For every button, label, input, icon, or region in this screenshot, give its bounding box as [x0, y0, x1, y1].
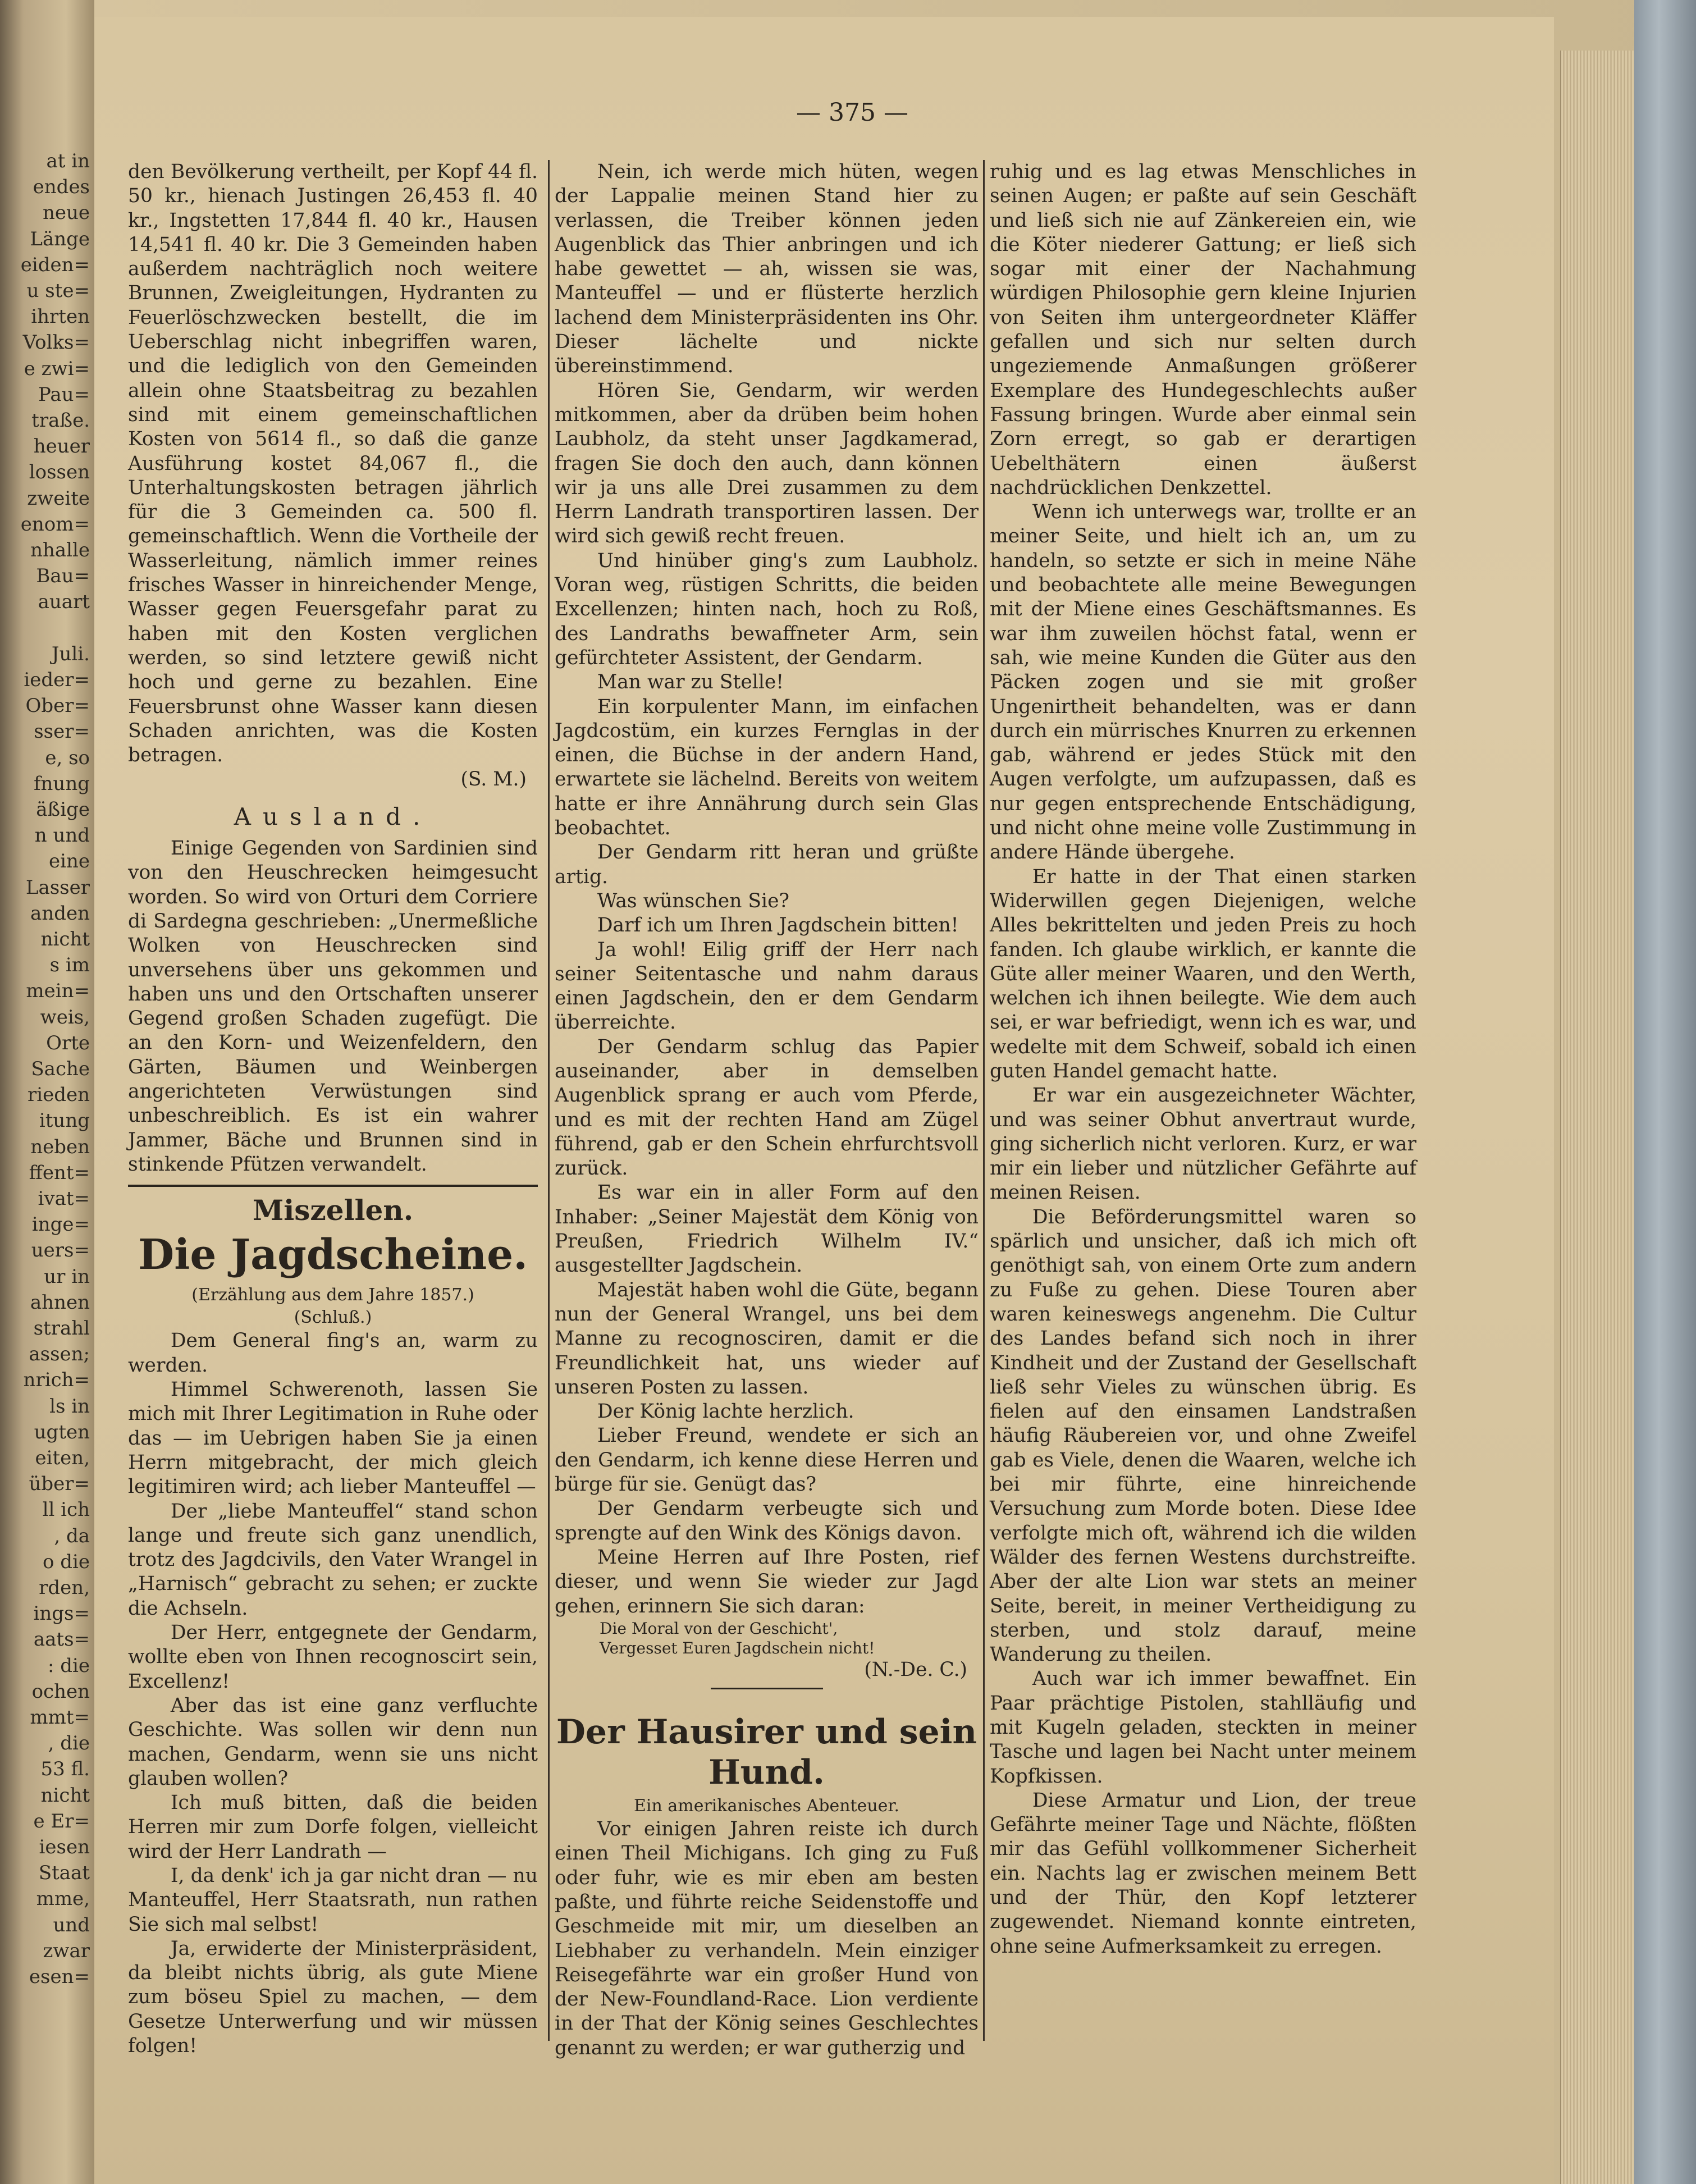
column-rule-1 [548, 160, 550, 2041]
story-paragraph: Der „liebe Manteuffel“ stand schon lange und freute sich ganz unendlich, trotz des Jagdcivils, den Vater Wrangel in „Harnisch“ gebracht zu sehen; er zuckte die Achseln. [128, 1500, 538, 1620]
previous-page-text-fragment: Volks= [22, 331, 90, 354]
article-signature: (S. M.) [460, 768, 527, 791]
previous-page-text-fragment: ahnen [30, 1291, 90, 1314]
previous-page-text-fragment: itung [39, 1109, 90, 1132]
poem-line: Vergesset Euren Jagdschein nicht! [600, 1638, 875, 1657]
story-paragraph: Was wünschen Sie? [597, 889, 789, 912]
previous-page-text-fragment: aats= [33, 1628, 90, 1651]
previous-page-text-fragment: ur in [44, 1265, 90, 1288]
article-signature: (N.-De. C.) [864, 1658, 967, 1681]
story-subtitle: (Erzählung aus dem Jahre 1857.) [191, 1285, 474, 1305]
story-paragraph: Ein korpulenter Mann, im einfachen Jagdcostüm, ein kurzes Fernglas in der einen, die Büchse in der andern Hand, erwartete sie lächelnd. Bereits von weitem hatte er ihre Annährung durch sein Glas beobachtet. [555, 695, 979, 840]
previous-page-text-fragment: über= [29, 1473, 90, 1496]
previous-page-text-fragment: neben [30, 1135, 90, 1158]
previous-page-text-fragment: ihrten [31, 305, 90, 328]
previous-page-text-fragment: , die [48, 1732, 90, 1755]
previous-page-text-fragment: ings= [33, 1602, 90, 1625]
story-paragraph: Der Herr, entgegnete der Gendarm, wollte eben von Ihnen recognoscirt sein, Excellenz! [128, 1621, 538, 1693]
previous-page-text-fragment: Pau= [38, 383, 90, 406]
previous-page-text-fragment: weis, [40, 1006, 90, 1029]
story-paragraph: Darf ich um Ihren Jagdschein bitten! [597, 914, 959, 937]
story-paragraph: Ich muß bitten, daß die beiden Herren mir zum Dorfe folgen, vielleicht wird der Herr Landrath — [128, 1792, 538, 1863]
previous-page-text-fragment: s im [49, 954, 90, 977]
story-paragraph: Er hatte in der That einen starken Widerwillen gegen Diejenigen, welche Alles bekrittelten und jeden Preis zu hoch fanden. Ich glaube wirklich, er kannte die Güte aller meiner Waaren, und den Werth, welchen ich ihnen beilegte. Wie dem auch sei, er war befriedigt, wenn ich es war, und wedelte mit dem Schweif, sobald ich einen guten Handel gemacht hatte. [990, 865, 1416, 1082]
story2-title: Der Hausirer und sein Hund. [556, 1712, 977, 1793]
previous-page-text-fragment: äßige [36, 798, 90, 821]
previous-page-text-fragment: strahl [33, 1317, 90, 1340]
story-paragraph: Hören Sie, Gendarm, wir werden mitkommen, aber da drüben beim hohen Laubholz, da steht unser Jagdkamerad, fragen Sie doch den auch, dann können wir ja uns alle Drei zusammen zu dem Herrn Landrath transportiren lassen. Der wird sich gewiß recht freuen. [555, 379, 979, 548]
story-paragraph: Der Gendarm verbeugte sich und sprengte auf den Wink des Königs davon. [555, 1497, 979, 1545]
story-title: Die Jagdscheine. [138, 1231, 528, 1280]
story-paragraph: Diese Armatur und Lion, der treue Gefährte meiner Tage und Nächte, flößten mir das Gefühl vollkommener Sicherheit ein. Nachts lag er zwischen meinem Bett und der Thür, den Kopf letzterer zugewendet. Niemand konnte eintreten, ohne seine Aufmerksamkeit zu erregen. [990, 1789, 1416, 1958]
story-paragraph: Vor einigen Jahren reiste ich durch einen Theil Michigans. Ich ging zu Fuß oder fuhr, wie es mir eben am besten paßte, und führte reiche Seidenstoffe und Geschmeide mit mir, um dieselben an Liebhaber zu verhandeln. Mein einziger Reisegefährte war ein großer Hund von der New-Foundland-Race. Lion verdiente in der That der König seines Geschlechtes genannt zu werden; er war gutherzig und [555, 1818, 979, 2059]
previous-page-text-fragment: ls in [49, 1395, 90, 1418]
previous-page-text-fragment: Länge [30, 227, 90, 250]
previous-page-text-fragment: Lasser [25, 876, 90, 899]
story-paragraph: Majestät haben wohl die Güte, begann nun der General Wrangel, uns bei dem Manne zu recognosciren, damit er die Freundlichkeit hat, uns wieder auf unseren Posten zu lassen. [555, 1278, 979, 1399]
story-paragraph: Aber das ist eine ganz verfluchte Geschichte. Was sollen wir denn nun machen, Gendarm, wenn sie uns nicht glauben wollen? [128, 1694, 538, 1790]
previous-page-text-fragment: endes [33, 176, 90, 199]
previous-page-text-fragment: Ober= [25, 695, 90, 718]
previous-page-text-fragment: enom= [20, 513, 90, 536]
story-paragraph: Er war ein ausgezeichneter Wächter, und was seiner Obhut anvertraut wurde, ging sicherlich nicht verloren. Kurz, er war mir ein lieber und nützlicher Gefährte auf meinen Reisen. [990, 1084, 1416, 1204]
previous-page-text-fragment: sser= [34, 720, 90, 743]
page-stack-edge [1560, 51, 1634, 2184]
previous-page-text-fragment: : die [47, 1654, 90, 1677]
previous-page-text-fragment: nrich= [23, 1369, 90, 1392]
previous-page-text-fragment: e, so [45, 746, 90, 769]
book-cover-edge [1634, 0, 1696, 2184]
story-paragraph: Nein, ich werde mich hüten, wegen der Lappalie meinen Stand hier zu verlassen, die Treiber können jeden Augenblick das Thier anbringen und ich habe gewettet — ah, wissen sie was, Manteuffel — und er flüsterte herzlich lachend dem Ministerpräsidenten ins Ohr. Dieser lächelte und nickte übereinstimmend. [555, 161, 979, 378]
story-paragraph: Die Beförderungsmittel waren so spärlich und unsicher, daß ich mich oft genöthigt sah, von einem Orte zum andern zu Fuße zu gehen. Diese Touren aber waren keineswegs angenehm. Die Cultur des Landes befand sich noch in ihrer Kindheit und der Zustand der Gesellschaft ließ sehr Vieles zu wünschen übrig. Es fielen auf den einsamen Landstraßen häufig Räubereien vor, und ohne Zweifel gab es Viele, denen die Waaren, welche ich bei mir führte, eine hinreichende Versuchung zum Morde boten. Diese Idee verfolgte mich oft, während ich die wilden Wälder des fernen Westens durchstreifte. Aber der alte Lion war stets an meiner Seite, bereit, in meiner Vertheidigung zu sterben, und stolz darauf, meine Wanderung zu theilen. [990, 1205, 1416, 1666]
previous-page-text-fragment: o die [42, 1550, 90, 1573]
previous-page-text-fragment: assen; [29, 1343, 90, 1366]
previous-page-text-fragment: Orte [46, 1031, 90, 1054]
newspaper-page [94, 17, 1554, 2184]
story-paragraph: Wenn ich unterwegs war, trollte er an meiner Seite, und hielt ich an, um zu handeln, so setzte er sich in meine Nähe und beobachtete alle meine Bewegungen mit der Miene eines Geschäftsmannes. Es war ihm zuweilen höchst fatal, wenn er sah, wie meine Kunden die Güter aus den Päcken zogen und sie mit großer Ungenirtheit behandelten, was er dann durch ein mürrisches Knurren zu erkennen gab, während er jedes Stück mit den Augen verfolgte, um aufzupassen, daß es nur gegen entsprechende Entschädigung, und nicht ohne meine volle Zustimmung in andere Hände übergehe. [990, 501, 1416, 864]
story-paragraph: Und hinüber ging's zum Laubholz. Voran weg, rüstigen Schritts, die beiden Excellenzen; hinten nach, hoch zu Roß, des Landraths bewaffneter Arm, sein gefürchteter Assistent, der Gendarm. [555, 549, 979, 669]
story-paragraph: Es war ein in aller Form auf den Inhaber: „Seiner Majestät dem König von Preußen, Friedrich Wilhelm IV.“ ausgestellter Jagdschein. [555, 1181, 979, 1277]
section-heading-miszellen: Miszellen. [252, 1194, 414, 1227]
story-paragraph: Himmel Schwerenoth, lassen Sie mich mit Ihrer Legitimation in Ruhe oder das — im Uebrigen haben Sie ja einen Herrn mitgebracht, der mich gleich legitimiren wird; ach lieber Manteuffel — [128, 1378, 538, 1498]
story-paragraph: Der Gendarm schlug das Papier auseinander, aber in demselben Augenblick sprang er auch vom Pferde, und es mit der rechten Hand am Zügel führend, gab er den Schein ehrfurchtsvoll zurück. [555, 1035, 979, 1180]
column-rule-2 [983, 160, 985, 2041]
previous-page-text-fragment: e zwi= [24, 357, 90, 380]
story-paragraph: Meine Herren auf Ihre Posten, rief dieser, und wenn Sie wieder zur Jagd gehen, erinnern Sie sich daran: [555, 1546, 979, 1618]
previous-page-text-fragment: neue [42, 202, 90, 225]
previous-page-text-fragment: iesen [39, 1836, 90, 1858]
previous-page-text-fragment: und [53, 1913, 90, 1936]
story-paragraph: Man war zu Stelle! [597, 671, 784, 694]
previous-page-text-fragment: ivat= [38, 1187, 90, 1210]
story-paragraph: Dem General fing's an, warm zu werden. [128, 1329, 538, 1377]
previous-page-text-fragment: ieder= [24, 669, 90, 691]
section-divider [711, 1688, 823, 1689]
previous-page-text-fragment: e Er= [33, 1810, 90, 1833]
previous-page-text-fragment: at in [46, 150, 90, 172]
story-paragraph: Lieber Freund, wendete er sich an den Gendarm, ich kenne diese Herren und bürge für sie. Genügt das? [555, 1424, 979, 1496]
poem-line: Die Moral von der Geschicht', [600, 1619, 838, 1638]
story-paragraph: ruhig und es lag etwas Menschliches in seinen Augen; er paßte auf sein Geschäft und ließ sich nie auf Zänkereien ein, wie die Köter niederer Gattung; er ließ sich sogar mit einer der Nachahmung würdigen Philosophie gern kleine Injurien von Seiten ihm untergeordneter Kläffer gefallen und sich nur selten durch ungeziemende Anmaßungen größerer Exemplare des Hundegeschlechts außer Fassung bringen. Wurde aber einmal sein Zorn erregt, so gab er derartigen Uebelthätern einen äußerst nachdrücklichen Denkzettel. [990, 161, 1416, 499]
story-continuation: (Schluß.) [294, 1308, 372, 1328]
previous-page-text-fragment: , da [54, 1524, 90, 1547]
previous-page-text-fragment: zwar [43, 1939, 90, 1962]
story-paragraph: Der Gendarm ritt heran und grüßte artig. [555, 841, 979, 888]
story-paragraph: I, da denk' ich ja gar nicht dran — nu Manteuffel, Herr Staatsrath, nun rathen Sie sich mal selbst! [128, 1865, 538, 1936]
previous-page-text-fragment: heuer [33, 435, 90, 458]
previous-page-text-fragment: Juli. [51, 642, 90, 665]
previous-page-text-fragment: Staat [38, 1862, 90, 1885]
previous-page-text-fragment: 53 fl. [40, 1758, 90, 1781]
previous-page-text-fragment: ffent= [29, 1161, 90, 1184]
previous-page-text-fragment: anden [30, 902, 90, 925]
previous-page-text-fragment: ugten [34, 1420, 90, 1443]
previous-page-text-fragment: n und [34, 824, 90, 847]
previous-page-text-fragment: rieden [27, 1084, 90, 1107]
previous-page-text-fragment: nhalle [30, 539, 90, 561]
previous-page-text-fragment: rden, [39, 1577, 90, 1599]
previous-page-text-fragment: mein= [26, 980, 90, 1003]
column-1 [128, 160, 538, 2058]
article-paragraph: den Bevölkerung vertheilt, per Kopf 44 fl. 50 kr., hienach Justingen 26,453 fl. 40 kr., Ingstetten 17,844 fl. 40 kr., Hausen 14,541 fl. 40 kr. Die 3 Gemeinden haben außerdem nachträglich noch weitere Brunnen, Zweigleitungen, Hydranten zu Feuerlöschzwecken bestellt, die im Ueberschlag nicht inbegriffen waren, und die lediglich von den Gemeinden allein ohne Staatsbeitrag zu bezahlen sind mit einem gemeinschaftlichen Kosten von 5614 fl., so daß die ganze Ausführung kostet 84,067 fl., die Unterhaltungskosten betragen jährlich für die 3 Gemeinden ca. 500 fl. gemeinschaftlich. Wenn die Vortheile der Wasserleitung, nämlich immer reines frisches Wasser in hinreichender Menge, Wasser gegen Feuersgefahr parat zu haben mit den Kosten verglichen werden, so sind letztere gewiß nicht hoch und gerne zu bezahlen. Eine Feuersbrunst ohne Wasser kann diesen Schaden anrichten, was die Kosten betragen. [128, 161, 538, 767]
previous-page-text-fragment: mmt= [30, 1706, 90, 1729]
section-heading-ausland: Ausland. [234, 802, 432, 830]
page-number: — 375 — [796, 98, 908, 127]
previous-page-text-fragment: esen= [29, 1966, 90, 1988]
previous-page-text-fragment: nicht [40, 928, 90, 951]
story-paragraph: Ja wohl! Eilig griff der Herr nach seiner Seitentasche und nahm daraus einen Jagdschein, den er dem Gendarm überreichte. [555, 938, 979, 1034]
previous-page-text-fragment: uers= [31, 1239, 90, 1262]
previous-page-text-fragment: zweite [27, 487, 90, 510]
story2-subtitle: Ein amerikanisches Abenteuer. [634, 1796, 899, 1816]
previous-page-text-fragment: eiden= [20, 253, 90, 276]
previous-page-text-fragment: mme, [36, 1888, 90, 1911]
previous-page-fragment [0, 0, 94, 2184]
column-2 [555, 160, 979, 2060]
previous-page-text-fragment: inge= [31, 1213, 90, 1236]
previous-page-text-fragment: Sache [31, 1058, 90, 1080]
previous-page-text-fragment: traße. [31, 409, 90, 432]
previous-page-text-fragment: nicht [40, 1784, 90, 1807]
previous-page-text-fragment: auart [38, 591, 90, 614]
story-paragraph: Ja, erwiderte der Ministerpräsident, da bleibt nichts übrig, als gute Miene zum böseu Spiel zu machen, — dem Gesetze Unterwerfung und wir müssen folgen! [128, 1937, 538, 2058]
column-3 [990, 160, 1416, 1959]
article-paragraph: Einige Gegenden von Sardinien sind von den Heuschrecken heimgesucht worden. So wird von Orturi dem Corriere di Sardegna geschrieben: „Unermeßliche Wolken von Heuschrecken sind unversehens über uns gekommen und haben uns und den Ortschaften unserer Gegend großen Schaden zugefügt. Die an den Korn- und Weizenfeldern, den Gärten, Bäumen und Weinbergen angerichteten Verwüstungen sind unbeschreiblich. Es ist ein wahrer Jammer, Bäche und Brunnen sind in stinkende Pfützen verwandelt. [128, 837, 538, 1176]
previous-page-text-fragment: fnung [33, 772, 90, 795]
previous-page-text-fragment: Bau= [36, 565, 90, 588]
previous-page-text-fragment: lossen [29, 461, 90, 484]
section-divider [128, 1185, 538, 1187]
previous-page-text-fragment: eine [48, 850, 90, 873]
previous-page-text-fragment: eiten, [35, 1447, 90, 1469]
previous-page-text-fragment: u ste= [26, 280, 90, 302]
story-paragraph: Auch war ich immer bewaffnet. Ein Paar prächtige Pistolen, stahlläufig und mit Kugeln geladen, steckten in meiner Tasche und lagen bei Nacht unter meinem Kopfkissen. [990, 1667, 1416, 1788]
previous-page-text-fragment: ochen [31, 1680, 90, 1703]
story-paragraph: Der König lachte herzlich. [597, 1400, 854, 1423]
previous-page-text-fragment: ll ich [42, 1498, 90, 1522]
